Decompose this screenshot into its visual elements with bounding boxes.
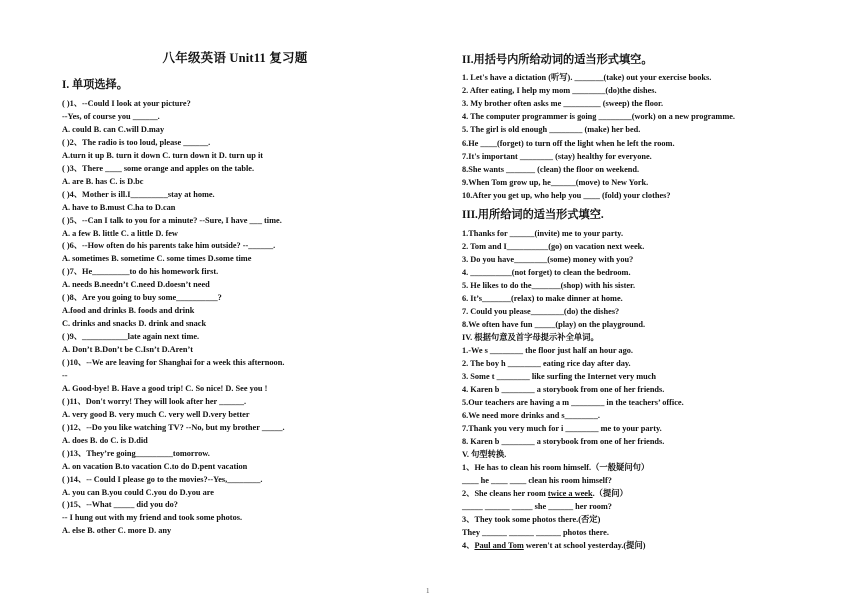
question-line: A. else B. other C. more D. any [62, 526, 172, 536]
question-line: A. needs B.needn’t C.need D.doesn’t need [62, 280, 210, 290]
question-line: 4、Paul and Tom weren't at school yesterday.(提问) [462, 541, 646, 550]
question-line: 3. Some t ________ like surfing the Internet very much [462, 372, 657, 381]
question-line: -- I hung out with my friend and took some photos. [62, 513, 243, 523]
question-line: ( )12、--Do you like watching TV? --No, but my brother _____. [62, 422, 285, 432]
question-line: ( )2、The radio is too loud, please ______. [62, 137, 211, 147]
question-line: 1.Thanks for ______(invite) me to your party. [462, 229, 624, 238]
question-line: 1.-We s ________ the floor just half an hour ago. [462, 346, 633, 355]
question-line: 2、She cleans her room twice a week.（提问） [462, 489, 628, 498]
question-line: 9.When Tom grow up, he______(move) to New York. [462, 177, 649, 187]
question-line: ( )8、Are you going to buy some__________? [62, 293, 222, 303]
question-line: 2. Tom and I__________(go) on vacation next week. [462, 242, 645, 251]
question-line: ( )5、--Can I talk to you for a minute? --Sure, I have ___ time. [62, 215, 282, 225]
question-line: 4. The computer programmer is going ________(work) on a new programme. [462, 112, 736, 122]
page-title: 八年级英语 Unit11 复习题 [162, 51, 308, 65]
question-line: ____ he ____ ____ clean his room himself? [462, 476, 612, 485]
question-line: They ______ ______ ______ photos there. [462, 528, 609, 537]
question-line: 4. Karen b ________ a storybook from one of her friends. [462, 385, 665, 394]
question-line: 2. The boy h ________ eating rice day after day. [462, 359, 631, 368]
question-line: --Yes, of course you ______. [62, 111, 160, 121]
question-line: C. drinks and snacks D. drink and snack [62, 319, 207, 329]
question-line: ( )1、--Could I look at your picture? [62, 99, 191, 108]
question-line: 6. It’s_______(relax) to make dinner at home. [462, 294, 623, 303]
question-line: A.food and drinks B. foods and drink [62, 306, 195, 316]
question-line: A. on vacation B.to vacation C.to do D.pent vacation [62, 461, 248, 471]
question-line: 5.Our teachers are having a m ________ in the teachers’ office. [462, 398, 684, 407]
question-line: 5. He likes to do the_______(shop) with his sister. [462, 281, 636, 290]
question-line: 8.She wants _______ (clean) the floor on weekend. [462, 164, 640, 174]
question-line: 6.We need more drinks and s________. [462, 411, 600, 420]
section-heading: II.用括号内所给动词的适当形式填空。 [462, 54, 653, 66]
question-line: ( )13、They’re going_________tomorrow. [62, 448, 210, 458]
question-line: -- [62, 370, 68, 380]
question-line: 3. My brother often asks me _________ (sweep) the floor. [462, 99, 664, 109]
question-line: 1. Let's have a dictation (听写). _______(take) out your exercise books. [462, 73, 712, 82]
question-line: 1、He has to clean his room himself.（一般疑问句） [462, 463, 650, 472]
question-line: A. does B. do C. is D.did [62, 435, 148, 445]
question-line: A. a few B. little C. a little D. few [62, 228, 178, 238]
question-line: 8. Karen b ________ a storybook from one of her friends. [462, 437, 665, 446]
section-heading: I. 单项选择。 [62, 79, 128, 91]
question-line: ( )9、___________late again next time. [62, 332, 200, 342]
question-line: 7. Could you please________(do) the dishes? [462, 307, 620, 316]
question-line: A. have to B.must C.ha to D.can [62, 202, 176, 212]
question-line: ( )4、Mother is ill.I_________stay at home. [62, 189, 215, 199]
question-line: A.turn it up B. turn it down C. turn down it D. turn up it [62, 150, 264, 160]
question-line: 3、They took some photos there.(否定) [462, 515, 601, 524]
question-line: 7.Thank you very much for i ________ me to your party. [462, 424, 662, 433]
section-heading: V. 句型转换. [462, 450, 507, 459]
question-line: ( )6、--How often do his parents take him outside? --______. [62, 241, 276, 251]
question-line: ( )14、-- Could I please go to the movies?--Yes,________. [62, 474, 263, 484]
question-line: ( )15、--What _____ did you do? [62, 500, 178, 510]
question-line: A. could B. can C.will D.may [62, 124, 165, 134]
question-line: A. you can B.you could C.you do D.you are [62, 487, 214, 497]
page-number: 1 [426, 587, 430, 595]
question-line: A. sometimes B. sometime C. some times D.some time [62, 254, 252, 264]
question-line: 2. After eating, I help my mom ________(do)the dishes. [462, 86, 657, 96]
question-line: _____ ______ _____ she ______ her room? [462, 502, 612, 511]
question-line: ( )7、He_________to do his homework first. [62, 267, 219, 277]
question-line: 6.He ____(forget) to turn off the light when he left the room. [462, 138, 675, 148]
question-line: 7.It's important ________ (stay) healthy for everyone. [462, 151, 652, 161]
question-line: 5. The girl is old enough ________ (make) her bed. [462, 125, 641, 135]
question-line: A. Don’t B.Don’t be C.Isn’t D.Aren’t [62, 345, 193, 355]
section-heading: III.用所给词的适当形式填空. [462, 209, 604, 221]
question-line: ( )3、There ____ some orange and apples on the table. [62, 163, 255, 173]
question-line: 3. Do you have________(some) money with you? [462, 255, 634, 264]
question-line: 4. __________(not forget) to clean the bedroom. [462, 268, 631, 277]
question-line: ( )11、Don't worry! They will look after her ______. [62, 396, 247, 406]
question-line: ( )10、--We are leaving for Shanghai for a week this afternoon. [62, 358, 285, 367]
question-line: A. are B. has C. is D.bc [62, 176, 144, 186]
question-line: 8.We often have fun _____(play) on the playground. [462, 320, 646, 329]
question-line: A. Good-bye! B. Have a good trip! C. So nice! D. See you ! [62, 383, 268, 393]
question-line: A. very good B. very much C. very well D.very better [62, 409, 250, 419]
question-line: 10.After you get up, who help you ____ (fold) your clothes? [462, 190, 671, 200]
section-heading: IV. 根据句意及首字母提示补全单词。 [462, 333, 599, 342]
